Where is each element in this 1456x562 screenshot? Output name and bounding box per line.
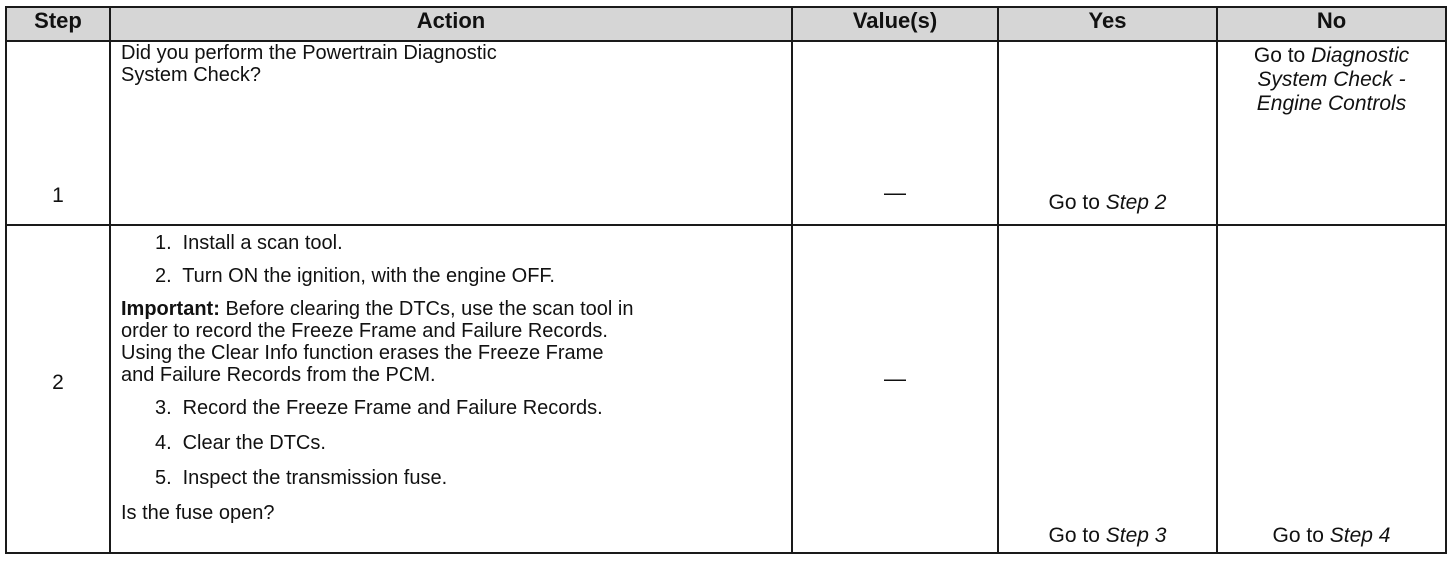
list-item [121,432,783,454]
no-goto [1218,524,1445,548]
list-item [121,397,783,419]
goto-diagnostic-link[interactable]: Diagnostic [1311,44,1410,67]
value-cell [792,41,998,225]
header-yes: Yes [998,7,1217,41]
list-text: Install a scan tool. [182,232,343,254]
important-note [121,298,783,386]
value-dash: — [884,180,906,205]
goto-step-link[interactable]: Step 4 [1329,524,1391,547]
goto-prefix: Go to [1048,524,1100,547]
list-text: Record the Freeze Frame and Failure Records. [182,397,603,419]
header-values: Value(s) [792,7,998,41]
value-dash: — [884,366,906,391]
yes-cell [998,225,1217,553]
diagnostic-table [5,6,1447,554]
goto-prefix: Go to [1272,524,1324,547]
goto-diagnostic-link-line2[interactable]: System Check - [1257,68,1406,91]
yes-goto [999,524,1216,548]
step-cell [6,225,110,553]
action-line: Did you perform the Powertrain Diagnostic [121,42,497,64]
list-number: 4. [155,432,172,454]
action-cell [110,41,792,225]
list-number: 3. [155,397,172,419]
no-cell [1217,41,1446,225]
step-number: 2 [52,371,64,394]
important-line: order to record the Freeze Frame and Failure Records. [121,320,608,342]
table-row [6,225,1446,553]
goto-diagnostic-link-line3[interactable]: Engine Controls [1256,92,1407,115]
step-cell [6,41,110,225]
no-cell [1217,225,1446,553]
action-cell [110,225,792,553]
no-goto [1218,44,1445,116]
list-text: Turn ON the ignition, with the engine OFF. [182,265,555,287]
list-text: Inspect the transmission fuse. [182,467,448,489]
goto-prefix: Go to [1253,44,1306,67]
list-item [121,265,783,287]
list-number: 1. [155,232,172,254]
important-line: and Failure Records from the PCM. [121,364,436,386]
yes-cell [998,41,1217,225]
header-row [6,7,1446,41]
table-row [6,41,1446,225]
header-no: No [1217,7,1446,41]
important-label: Important: [121,298,220,320]
diagnostic-table-container [5,6,1445,554]
header-step: Step [6,7,110,41]
header-action: Action [110,7,792,41]
important-line: Before clearing the DTCs, use the scan tool in [225,298,634,320]
list-number: 5. [155,467,172,489]
action-text [111,42,791,86]
value-cell [792,225,998,553]
goto-step-link[interactable]: Step 2 [1105,191,1167,214]
action-line: System Check? [121,64,262,86]
question-text: Is the fuse open? [121,502,275,524]
important-line: Using the Clear Info function erases the Freeze Frame [121,342,604,364]
yes-goto [999,191,1216,215]
goto-step-link[interactable]: Step 3 [1105,524,1167,547]
list-item [121,467,783,489]
action-text [111,226,791,524]
list-number: 2. [155,265,172,287]
goto-prefix: Go to [1048,191,1100,214]
list-text: Clear the DTCs. [182,432,326,454]
list-item [121,232,783,254]
step-number: 1 [52,184,64,207]
